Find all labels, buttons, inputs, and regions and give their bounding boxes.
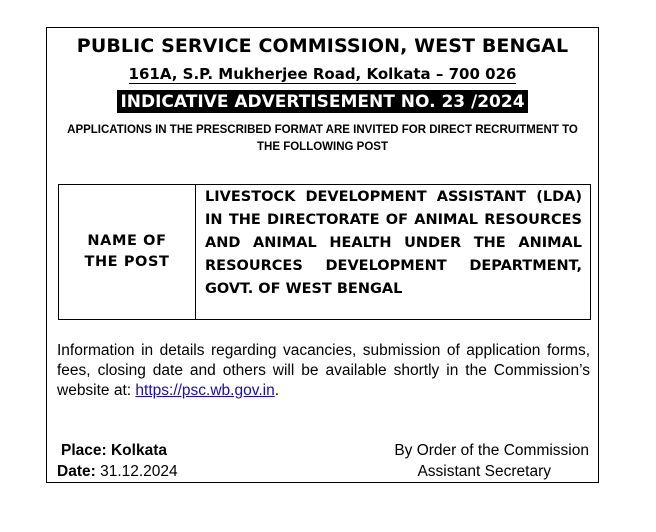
order-text: By Order of the Commission xyxy=(394,442,589,459)
commission-address xyxy=(47,65,598,83)
place xyxy=(61,442,167,460)
post-label-line-1: NAME OF xyxy=(87,233,167,249)
commission-website-link[interactable]: https://psc.wb.gov.in xyxy=(135,382,275,399)
post-label-line-2: THE POST xyxy=(84,254,170,270)
info-suffix: . xyxy=(274,382,279,399)
place-value: Kolkata xyxy=(110,442,167,459)
advertisement-notice xyxy=(46,27,599,483)
intro-text xyxy=(63,122,582,156)
info-paragraph xyxy=(57,341,590,401)
designation: Assistant Secretary xyxy=(417,463,551,480)
date xyxy=(57,463,178,481)
intro-line-2: THE FOLLOWING POST xyxy=(257,141,388,153)
address-text: 161A, S.P. Mukherjee Road, Kolkata – 700 026 xyxy=(128,65,517,83)
post-name-cell: LIVESTOCK DEVELOPMENT ASSISTANT (LDA) IN THE DIRECTORATE OF ANIMAL RESOURCES AND ANIMAL HEALTH UNDER THE ANIMAL RESOURCES DEVELOPMENT DEPARTMENT, GOVT. OF WEST BENGAL xyxy=(196,185,591,320)
post-table xyxy=(58,184,591,320)
table-row xyxy=(59,185,591,320)
place-label: Place: xyxy=(61,442,107,459)
post-label-cell xyxy=(59,185,196,320)
advertisement-number xyxy=(47,90,598,113)
intro-line-1: APPLICATIONS IN THE PRESCRIBED FORMAT ARE INVITED FOR DIRECT RECRUITMENT TO xyxy=(67,124,578,136)
date-label: Date: xyxy=(57,463,96,480)
commission-title: PUBLIC SERVICE COMMISSION, WEST BENGAL xyxy=(76,35,569,57)
date-value: 31.12.2024 xyxy=(100,463,178,480)
info-text: Information in details regarding vacancies, submission of application forms, fees, closing date and others will be available shortly in the Commission’s website at: xyxy=(57,342,590,399)
advertisement-number-text: INDICATIVE ADVERTISEMENT NO. 23 /2024 xyxy=(117,90,527,113)
